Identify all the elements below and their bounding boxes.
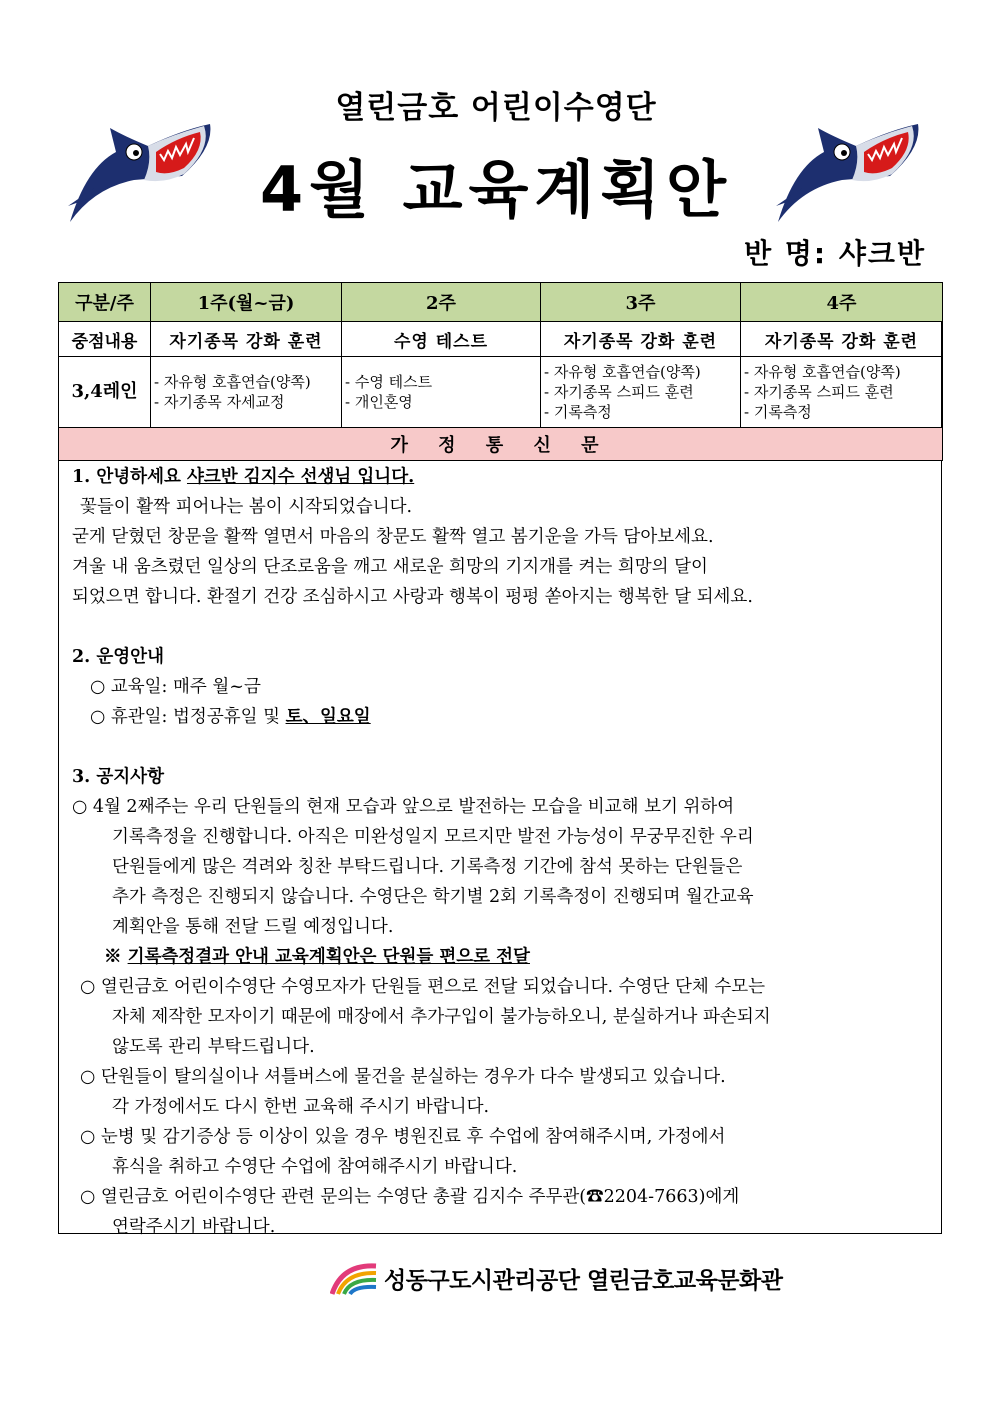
notice-line: 추가 측정은 진행되지 않습니다. 수영단은 학기별 2회 기록측정이 진행되며 월간교육: [112, 887, 754, 907]
newsletter-title: 가 정 통 신 문: [59, 428, 943, 461]
operation-edu-day: ○ 교육일: 매주 월~금: [90, 677, 261, 697]
detail-line: - 기록측정: [544, 403, 612, 421]
class-name: 반 명: 샤크반: [744, 237, 926, 270]
row-label: 3,4레인: [59, 357, 151, 428]
newsletter-title-row: [59, 428, 943, 461]
notice-line: 단원들에게 많은 격려와 칭찬 부탁드립니다. 기록측정 기간에 참석 못하는 단원들은: [112, 857, 743, 877]
notice-line: ○ 열린금호 어린이수영단 관련 문의는 수영단 총괄 김지수 주무관(☎2204-7663)에게: [80, 1187, 740, 1207]
notice-line: 휴식을 취하고 수영단 수업에 참여해주시기 바랍니다.: [112, 1157, 518, 1177]
page-title: 4월 교육계획안: [259, 153, 733, 226]
greeting-line: 꽃들이 활짝 피어나는 봄이 시작되었습니다.: [80, 497, 413, 517]
greeting-highlight: 샤크반 김지수 선생님 입니다.: [186, 467, 415, 487]
header-cell: 2주: [342, 283, 541, 322]
program-subtitle: 열린금호 어린이수영단: [335, 90, 657, 126]
operation-closed-day: [72, 702, 932, 732]
operation-heading: 2. 운영안내: [72, 647, 164, 667]
detail-line: - 자기종목 스피드 훈련: [544, 383, 694, 401]
header-cell: 3주: [541, 283, 741, 322]
note-text: 기록측정결과 안내 교육계획안은 단원들 편으로 전달: [127, 947, 530, 967]
notice-line: 연락주시기 바랍니다.: [112, 1217, 276, 1237]
rainbow-logo-icon: [330, 1260, 378, 1296]
greeting-prefix: 1. 안녕하세요: [72, 467, 187, 487]
detail-line: - 자기종목 자세교정: [154, 393, 285, 411]
table-cell: [741, 357, 943, 428]
table-row: [59, 322, 943, 357]
row-label: 중점내용: [59, 322, 151, 357]
education-plan-table: [58, 282, 943, 461]
table-row: [59, 357, 943, 428]
detail-line: - 수영 테스트: [345, 373, 433, 391]
notice-heading: 3. 공지사항: [72, 767, 164, 787]
detail-line: - 개인혼영: [345, 393, 413, 411]
table-cell: [342, 357, 541, 428]
header-cell: 1주(월~금): [151, 283, 342, 322]
footer-logo: [330, 1258, 782, 1298]
notice-line: 계획안을 통해 전달 드릴 예정입니다.: [112, 917, 394, 937]
greeting-line: 굳게 닫혔던 창문을 활짝 열면서 마음의 창문도 활짝 열고 봄기운을 가득 담아보세요.: [72, 527, 714, 547]
notice-line: ○ 열린금호 어린이수영단 수영모자가 단원들 편으로 전달 되었습니다. 수영단 단체 수모는: [80, 977, 766, 997]
newsletter-body: [72, 462, 932, 1242]
table-cell: 자기종목 강화 훈련: [151, 322, 342, 357]
detail-line: - 기록측정: [744, 403, 812, 421]
detail-line: - 자유형 호흡연습(양쪽): [154, 373, 311, 391]
greeting-line: 되었으면 합니다. 환절기 건강 조심하시고 사랑과 행복이 펑펑 쏟아지는 행복한 달 되세요.: [72, 587, 753, 607]
table-cell: 자기종목 강화 훈련: [741, 322, 943, 357]
notice-line: ○ 단원들이 탈의실이나 셔틀버스에 물건을 분실하는 경우가 다수 발생되고 있습니다.: [80, 1067, 726, 1087]
table-cell: 수영 테스트: [342, 322, 541, 357]
notice-line: ○ 4월 2째주는 우리 단원들의 현재 모습과 앞으로 발전하는 모습을 비교해 보기 위하여: [72, 797, 735, 817]
detail-line: - 자유형 호흡연습(양쪽): [544, 363, 701, 381]
footer-org-name: 성동구도시관리공단 열린금호교육문화관: [384, 1267, 783, 1294]
detail-line: - 자기종목 스피드 훈련: [744, 383, 894, 401]
notice-line: 기록측정을 진행합니다. 아직은 미완성일지 모르지만 발전 가능성이 무궁무진한 우리: [112, 827, 754, 847]
table-cell: 자기종목 강화 훈련: [541, 322, 741, 357]
header-cell: 구분/주: [59, 283, 151, 322]
table-cell: [541, 357, 741, 428]
table-cell: [151, 357, 342, 428]
notice-line: 않도록 관리 부탁드립니다.: [112, 1037, 315, 1057]
notice-line: ○ 눈병 및 감기증상 등 이상이 있을 경우 병원진료 후 수업에 참여해주시며, 가정에서: [80, 1127, 726, 1147]
header-cell: 4주: [741, 283, 943, 322]
note-mark: ※: [104, 947, 128, 967]
notice-line: 자체 제작한 모자이기 때문에 매장에서 추가구입이 불가능하오니, 분실하거나 파손되지: [112, 1007, 771, 1027]
notice-line: 각 가정에서도 다시 한번 교육해 주시기 바랍니다.: [112, 1097, 490, 1117]
closed-day-prefix: ○ 휴관일: 법정공휴일 및: [90, 707, 286, 727]
detail-line: - 자유형 호흡연습(양쪽): [744, 363, 901, 381]
greeting-line: 겨울 내 움츠렸던 일상의 단조로움을 깨고 새로운 희망의 기지개를 켜는 희망의 달이: [72, 557, 708, 577]
notice-note: [72, 942, 932, 972]
table-header-row: [59, 283, 943, 322]
closed-day-highlight: 토、일요일: [285, 707, 371, 727]
greeting-heading: [72, 462, 932, 492]
